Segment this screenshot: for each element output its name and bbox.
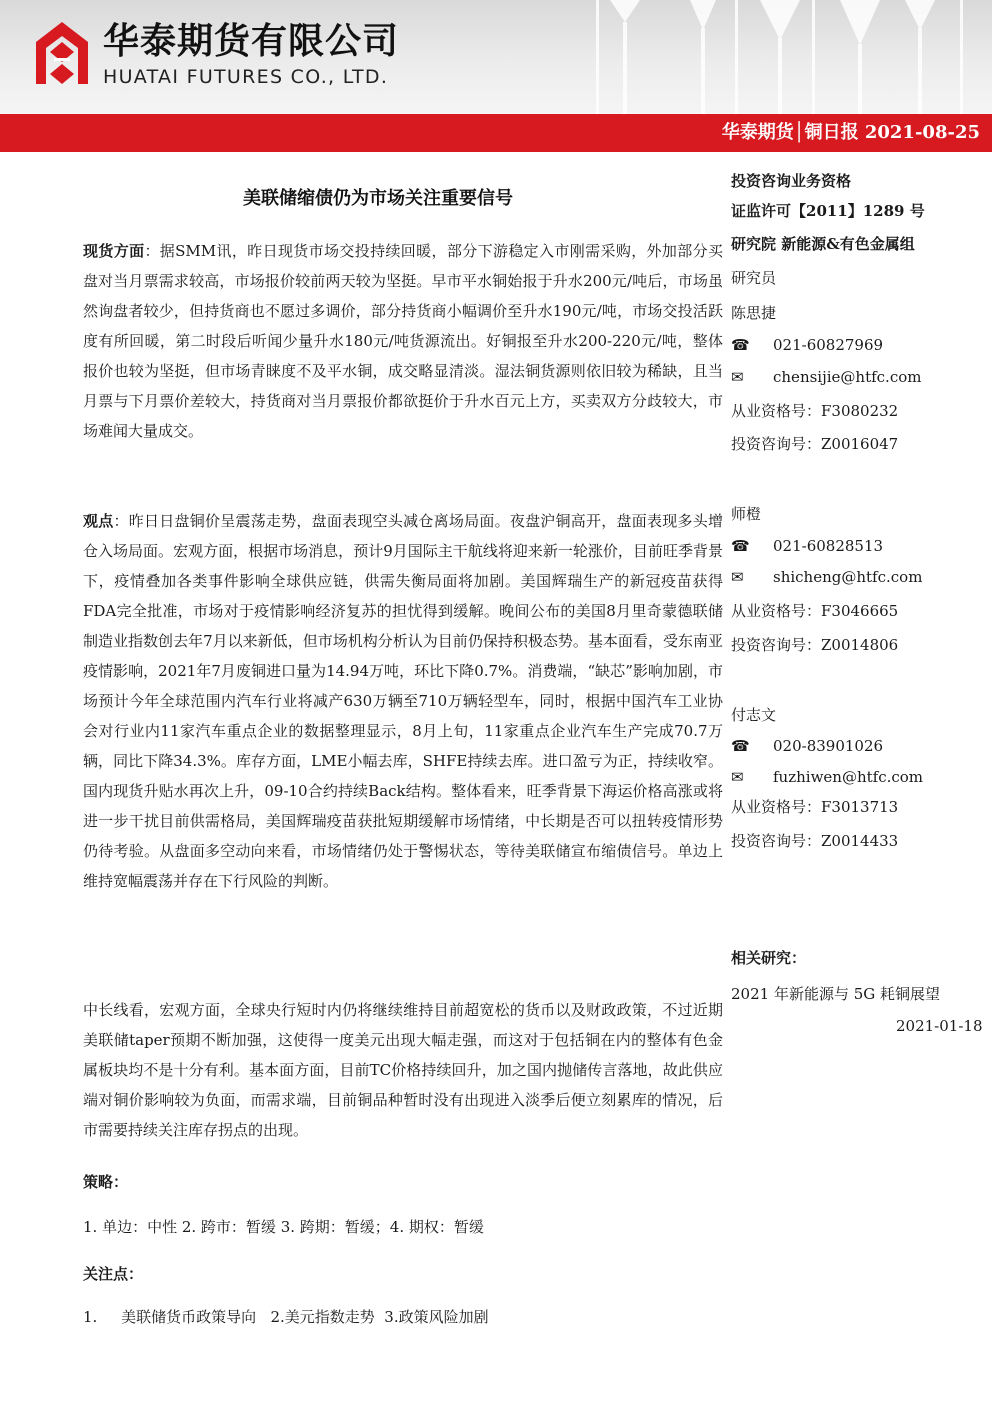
researcher-email[interactable]: fuzhiwen@htfc.com [773, 768, 924, 786]
mail-icon: ✉ [731, 768, 744, 786]
phone-icon: ☎ [731, 737, 750, 755]
researcher-phone: 021-60827969 [773, 336, 884, 354]
report-title: 美联储缩债仍为市场关注重要信号 [243, 188, 513, 209]
researcher-role: 研究员 [731, 269, 777, 287]
researcher-phone-row [731, 735, 883, 757]
researcher-email-row [731, 366, 921, 388]
spot-text: ：据SMM讯，昨日现货市场交投持续回暖，部分下游稳定入市刚需采购，外加部分买盘对当月票需求较高，市场报价较前两天较为坚挺。早市平水铜始报于升水200元/吨后，市场虽然询盘者较少，但持货商也不愿过多调价，部分持货商小幅调价至升水190元/吨，市场交投活跃度有所回暖，第二时段后听闻少量升水180元/吨货源流出。好铜报至升水200-220元/吨，整体报价也较为坚挺，但市场青睐度不及平水铜，成交略显清淡。湿法铜货源则依旧较为稀缺，且当月票与下月票价差较大，持货商对当月票报价都欲挺价于升水百元上方，买卖双方分歧较大，市场难闻大量成交。 [83, 242, 723, 440]
researcher-advisory: 投资咨询号：Z0016047 [731, 435, 899, 453]
view-paragraph [83, 506, 723, 896]
researcher-name: 陈思捷 [731, 304, 777, 322]
researcher-license: 从业资格号：F3080232 [731, 402, 899, 420]
huatai-logo-icon [34, 20, 90, 86]
researcher-phone-row [731, 334, 883, 356]
spot-label: 现货方面 [83, 242, 145, 260]
researcher-phone: 020-83901026 [773, 737, 884, 755]
researcher-name: 付志文 [731, 706, 777, 724]
department: 研究院 新能源&有色金属组 [731, 235, 915, 253]
researcher-advisory: 投资咨询号：Z0014806 [731, 636, 899, 654]
focus-text: 1. 美联储货币政策导向 2.美元指数走势 3.政策风险加剧 [83, 1308, 489, 1326]
related-research-label: 相关研究： [731, 949, 807, 967]
view-label: 观点 [83, 512, 114, 530]
report-banner [0, 114, 992, 152]
phone-icon: ☎ [731, 336, 750, 354]
researcher-advisory: 投资咨询号：Z0014433 [731, 832, 899, 850]
page-header [0, 0, 992, 114]
researcher-email-row [731, 766, 923, 788]
company-name-cn: 华泰期货有限公司 [103, 21, 400, 62]
mail-icon: ✉ [731, 568, 744, 586]
focus-label: 关注点： [83, 1265, 144, 1283]
researcher-email[interactable]: chensijie@htfc.com [773, 368, 922, 386]
researcher-license: 从业资格号：F3046665 [731, 602, 899, 620]
company-name-en: HUATAI FUTURES CO., LTD. [103, 66, 389, 88]
report-banner-text: 华泰期货│铜日报 2021-08-25 [721, 122, 980, 143]
researcher-email[interactable]: shicheng@htfc.com [773, 568, 923, 586]
mail-icon: ✉ [731, 368, 744, 386]
strategy-label: 策略： [83, 1173, 129, 1191]
qualification-line-1: 投资咨询业务资格 [731, 172, 852, 190]
strategy-text: 1. 单边：中性 2. 跨市：暂缓 3. 跨期：暂缓；4. 期权：暂缓 [83, 1218, 484, 1236]
related-research-date: 2021-01-18 [896, 1017, 983, 1035]
researcher-email-row [731, 566, 922, 588]
researcher-phone: 021-60828513 [773, 537, 884, 555]
long-term-paragraph: 中长线看，宏观方面，全球央行短时内仍将继续维持目前超宽松的货币以及财政政策，不过近期美联储taper预期不断加强，这使得一度美元出现大幅走强，而这对于包括铜在内的整体有色金属板块均不是十分有利。基本面方面，目前TC价格持续回升，加之国内抛储传言落地，故此供应端对铜价影响较为负面，而需求端，目前铜品种暂时没有出现进入淡季后便立刻累库的情况，后市需要持续关注库存拐点的出现。 [83, 1001, 723, 1139]
qualification-line-2: 证监许可【2011】1289 号 [731, 202, 925, 220]
view-text: ：昨日日盘铜价呈震荡走势，盘面表现空头减仓离场局面。夜盘沪铜高开，盘面表现多头增仓入场局面。宏观方面，根据市场消息，预计9月国际主干航线将迎来新一轮涨价，目前旺季背景下，疫情叠加各类事件影响全球供应链，供需失衡局面将加剧。美国辉瑞生产的新冠疫苗获得FDA完全批准，市场对于疫情影响经济复苏的担忧得到缓解。晚间公布的美国8月里奇蒙德联储制造业指数创去年7月以来新低，但市场机构分析认为目前仍保持积极态势。基本面看，受东南亚疫情影响，2021年7月废铜进口量为14.94万吨，环比下降0.7%。消费端，“缺芯”影响加剧，市场预计今年全球范围内汽车行业将减产630万辆至710万辆轻型车，同时，根据中国汽车工业协会对行业内11家汽车重点企业的数据整理显示，8月上旬，11家重点企业汽车生产完成70.7万辆，同比下降34.3%。库存方面，LME小幅去库，SHFE持续去库。进口盈亏为正，持续收窄。国内现货升贴水再次上升，09-10合约持续Back结构。整体看来，旺季背景下海运价格高涨或将进一步干扰目前供需格局，美国辉瑞疫苗获批短期缓解市场情绪，中长期是否可以扭转疫情形势仍待考验。从盘面多空动向来看，市场情绪仍处于警惕状态，等待美联储宣布缩债信号。单边上维持宽幅震荡并存在下行风险的判断。 [83, 512, 723, 890]
spot-paragraph [83, 236, 723, 446]
related-research-title[interactable]: 2021 年新能源与 5G 耗铜展望 [731, 985, 941, 1003]
researcher-license: 从业资格号：F3013713 [731, 798, 899, 816]
researcher-phone-row [731, 535, 883, 557]
researcher-name: 师橙 [731, 505, 762, 523]
phone-icon: ☎ [731, 537, 750, 555]
